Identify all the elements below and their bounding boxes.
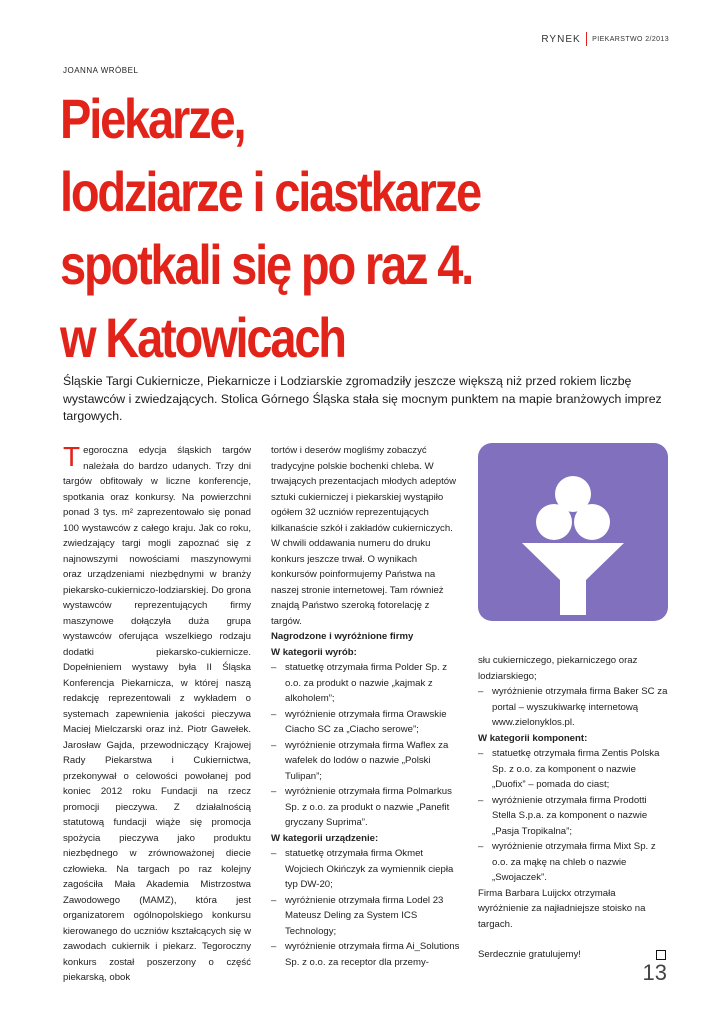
issue-label: PIEKARSTWO 2/2013 bbox=[592, 35, 669, 43]
list-item-text: wyróżnienie otrzymała firma Baker SC za portal – wyszukiwarkę internetową www.zielonyklos.pl. bbox=[492, 686, 668, 728]
title-line: w Katowicach bbox=[60, 306, 345, 369]
header-divider bbox=[586, 32, 588, 46]
list-continuation bbox=[478, 684, 668, 731]
list-item-text: wyróżnienie otrzymała firma Mixt Sp. z o.o. za mąkę na chleb o nazwie „Swojaczek”. bbox=[492, 841, 656, 883]
column-3-continuation: słu cukierniczego, piekarniczego oraz lodziarskiego; bbox=[478, 655, 638, 682]
dash-bullet: – bbox=[271, 662, 277, 673]
list-item-text: wyróżnienie otrzymała firma Prodotti Stella S.p.a. za komponent o nazwie „Pasja Tropikalna”; bbox=[492, 794, 648, 837]
list-item bbox=[478, 839, 668, 886]
dash-bullet: – bbox=[271, 708, 277, 720]
dash-bullet: – bbox=[271, 894, 277, 906]
column-3 bbox=[478, 653, 668, 963]
title-line: lodziarze i ciastkarze bbox=[60, 160, 480, 223]
cone-shape bbox=[522, 543, 624, 615]
list-item bbox=[478, 793, 668, 840]
stand-award-text: Firma Barbara Luijckx otrzymała wyróżnienie za najładniejsze stoisko na targach. bbox=[478, 887, 646, 930]
dash-bullet: – bbox=[271, 848, 277, 859]
list-item-text: wyróżnienie otrzymała firma Ai_Solutions Sp. z o.o. za receptor dla przemy- bbox=[285, 941, 460, 968]
section-label: RYNEK bbox=[541, 33, 581, 45]
dash-bullet: – bbox=[271, 739, 277, 751]
author-byline: JOANNA WRÓBEL bbox=[63, 66, 139, 75]
dash-bullet: – bbox=[478, 686, 484, 697]
dash-bullet: – bbox=[271, 786, 277, 797]
column-2-text: tortów i deserów mogliśmy zobaczyć tradycyjne polskie bochenki chleba. W trwających prezentacjach młodych adeptów sztuki cukierniczej i piekarskiej wystąpiło ogółem 32 uczniów reprezentujących kilkanaście szkół i zakładów cukierniczych. W chwili oddawania numeru do druku konkurs jeszcze trwał. O wynikach konkursów poinformujemy Państwa na naszej stronie internetowej. Tam również znajdą Państwo szeroką fotorelację z targów. bbox=[271, 445, 457, 627]
list-item-text: statuetkę otrzymała firma Okmet Wojciech Okińczyk za wymiennik ciepła typ DW-20; bbox=[285, 848, 454, 890]
category-heading-component: W kategorii komponent: bbox=[478, 732, 588, 744]
list-item bbox=[271, 784, 461, 831]
list-item bbox=[271, 939, 461, 970]
dash-bullet: – bbox=[478, 794, 484, 806]
list-item-text: statuetkę otrzymała firma Polder Sp. z o.o. za produkt o nazwie „kajmak z alkoholem”; bbox=[285, 662, 448, 704]
dash-bullet: – bbox=[478, 841, 484, 852]
congratulations-text: Serdecznie gratulujemy! bbox=[478, 949, 581, 960]
list-item-text: statuetkę otrzymała firma Zentis Polska Sp. z o.o. za komponent o nazwie „Duofix” – pomada do ciast; bbox=[492, 748, 660, 790]
list-item-text: wyróżnienie otrzymała firma Lodel 23 Mateusz Deling za System ICS Technology; bbox=[285, 894, 444, 937]
closing-line bbox=[478, 947, 668, 963]
list-item bbox=[271, 738, 461, 785]
list-item-text: wyróżnienie otrzymała firma Waflex za wafelek do lodów o nazwie „Polski Tulipan”; bbox=[285, 739, 449, 782]
drop-cap: T bbox=[63, 441, 81, 472]
article-lead: Śląskie Targi Cukiernicze, Piekarnicze i Lodziarskie zgromadziły jeszcze większą niż przed rokiem liczbę wystawców i zwiedzających. Stolica Górnego Śląska stała się mocnym punktem na mapie branżowych imprez targowych. bbox=[63, 374, 662, 423]
ice-cream-illustration bbox=[478, 443, 668, 621]
list-item bbox=[271, 660, 461, 707]
list-device bbox=[271, 846, 461, 970]
list-item bbox=[271, 846, 461, 893]
page-header bbox=[541, 32, 669, 46]
category-heading-device: W kategorii urządzenie: bbox=[271, 832, 379, 844]
ice-cream-cone-icon bbox=[478, 443, 668, 621]
column-1-text: egoroczna edycja śląskich targów należała do bardzo udanych. Trzy dni targów obfitowały w liczne konferencje, spotkania oraz konkursy. Na powierzchni ponad 3 tys. m² zaprezentowało się ponad 100 wystawców z całego kraju. Jak co roku, zwiedzający targi mogli zapoznać się z najnowszymi nowościami maszynowymi oraz urządzeniami niezbędnymi w branży piekarsko-cukierniczo-lodziarskiej. Do grona wystawców reprezentujących firmy maszynowe dołączyła duża grupa wystawców oferująca wszelkiego rodzaju dodatki piekarsko-cukiernicze. Dopełnieniem wystawy była II Śląska Konferencja Piekarnicza, w której naszą redakcję reprezentowali z wykładem o systemach zapewnienia jakości pieczywa Maciej Mielczarski oraz inż. Piotr Gawełek. Jarosław Gajda, przewodniczący Krajowej Rady Piekarstwa i Cukiernictwa, przekonywał o celowości powołanej pod koniec 2012 roku Fundacji na rzecz promocji pieczywa. Z działalnością statutową fundacji wiąże się promocja spożycia pieczywa jako produktu niezbędnego w zrównoważonej diecie człowieka. Na targach po raz kolejny zagościła Mała Akademia Mistrzostwa Zawodowego (MAMZ), która jest organizatorem ogólnopolskiego konkursu kierowanego do uczniów kształcących się w zawodach cukiernik i piekarz. Tegoroczny konkurs został poszerzony o część piekarską, obok bbox=[63, 445, 251, 983]
awards-heading: Nagrodzone i wyróżnione firmy bbox=[271, 631, 414, 642]
list-item bbox=[271, 707, 461, 738]
list-item bbox=[478, 746, 668, 793]
page-number: 13 bbox=[642, 960, 667, 985]
article-title bbox=[60, 82, 598, 374]
list-item-text: wyróżnienie otrzymała firma Orawskie Ciacho SC za „Ciacho serowe”; bbox=[285, 708, 447, 735]
dash-bullet: – bbox=[478, 748, 484, 759]
category-heading-product: W kategorii wyrób: bbox=[271, 646, 357, 658]
list-item bbox=[478, 684, 668, 731]
end-checkbox-icon bbox=[656, 950, 666, 960]
list-item-text: wyróżnienie otrzymała firma Polmarkus Sp. z o.o. za produkt o nazwie „Panefit gryczany Suprima”. bbox=[285, 786, 452, 828]
dash-bullet: – bbox=[271, 941, 277, 952]
column-2 bbox=[271, 443, 461, 970]
title-line: spotkali się po raz 4. bbox=[60, 233, 473, 296]
column-1 bbox=[63, 443, 251, 986]
list-component bbox=[478, 746, 668, 886]
title-line: Piekarze, bbox=[60, 87, 245, 150]
list-product bbox=[271, 660, 461, 831]
scoop-right bbox=[574, 504, 610, 540]
list-item bbox=[271, 893, 461, 940]
scoop-left bbox=[536, 504, 572, 540]
